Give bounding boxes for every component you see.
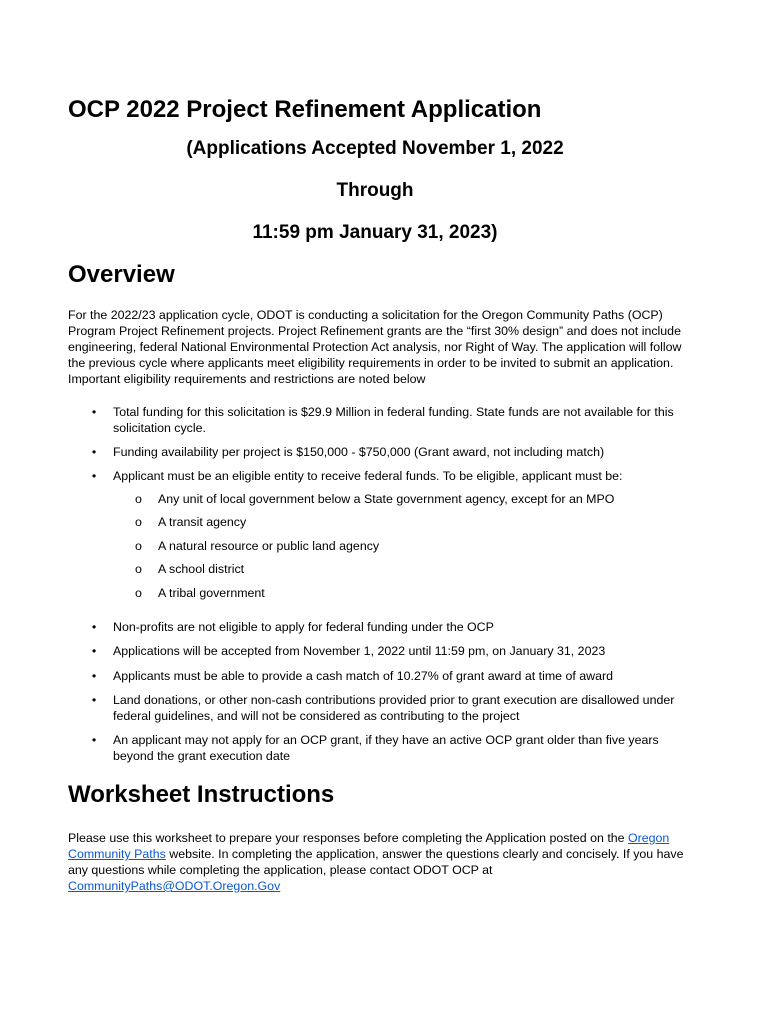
worksheet-text-1: Please use this worksheet to prepare your responses before completing the Application posted on the [68,831,628,845]
bullet-text: Funding availability per project is $150,000 - $750,000 (Grant award, not including match) [113,445,605,459]
subtitle-line-3: 11:59 pm January 31, 2023) [252,222,498,243]
overview-heading: Overview [68,261,175,288]
bullet-marker: • [91,620,97,634]
bullet-marker: • [91,733,97,747]
bullet-marker: • [91,445,97,459]
bullet-marker: • [91,669,97,683]
subtitle-line-2: Through [336,180,414,201]
sub-bullet-text: Any unit of local government below a State government agency, except for an MPO [158,492,615,506]
bullet-marker: • [91,405,97,419]
oregon-community-paths-link[interactable]: Oregon Community Paths [68,831,670,861]
sub-bullet-text: A transit agency [158,515,247,529]
bullet-marker: • [91,693,97,707]
bullet-text: Land donations, or other non-cash contributions provided prior to grant execution are disallowed under federal guidelines, and will not be considered as contributing to the project [113,693,675,723]
worksheet-paragraph [68,830,693,894]
sub-bullet-text: A natural resource or public land agency [158,539,380,553]
sub-bullet-text: A school district [158,562,245,576]
document-title: OCP 2022 Project Refinement Application [68,96,542,123]
sub-bullet-text: A tribal government [158,586,265,600]
subtitle-line-1: (Applications Accepted November 1, 2022 [186,138,564,159]
bullet-text: Non-profits are not eligible to apply for federal funding under the OCP [113,620,494,634]
bullet-text: Applicants must be able to provide a cash match of 10.27% of grant award at time of award [113,669,614,683]
bullet-marker: • [91,644,97,658]
sub-bullet-marker: o [135,539,142,553]
sub-bullet-marker: o [135,562,142,576]
worksheet-text-2: website. In completing the application, answer the questions clearly and concisely. If you have any questions while completing the application, please contact ODOT OCP at [68,847,684,877]
sub-bullet-marker: o [135,586,142,600]
worksheet-heading: Worksheet Instructions [68,781,335,808]
bullet-text: Applications will be accepted from November 1, 2022 until 11:59 pm, on January 31, 2023 [113,644,606,658]
bullet-text: Total funding for this solicitation is $29.9 Million in federal funding. State funds are not available for this solicitation cycle. [113,405,674,435]
bullet-text: An applicant may not apply for an OCP grant, if they have an active OCP grant older than five years beyond the grant execution date [113,733,659,763]
sub-bullet-marker: o [135,492,142,506]
bullet-text: Applicant must be an eligible entity to receive federal funds. To be eligible, applicant must be: [113,469,623,483]
contact-email-link[interactable]: CommunityPaths@ODOT.Oregon.Gov [68,879,281,893]
bullet-marker: • [91,469,97,483]
sub-bullet-marker: o [135,515,142,529]
overview-paragraph: For the 2022/23 application cycle, ODOT is conducting a solicitation for the Oregon Community Paths (OCP) Program Project Refinement projects. Project Refinement grants are the “first 30% design” and does not include engineering, federal National Environmental Protection Act analysis, nor Right of Way. The application will follow the previous cycle where applicants meet eligibility requirements in order to be invited to submit an application. Important eligibility requirements and restrictions are noted below [68,308,682,386]
